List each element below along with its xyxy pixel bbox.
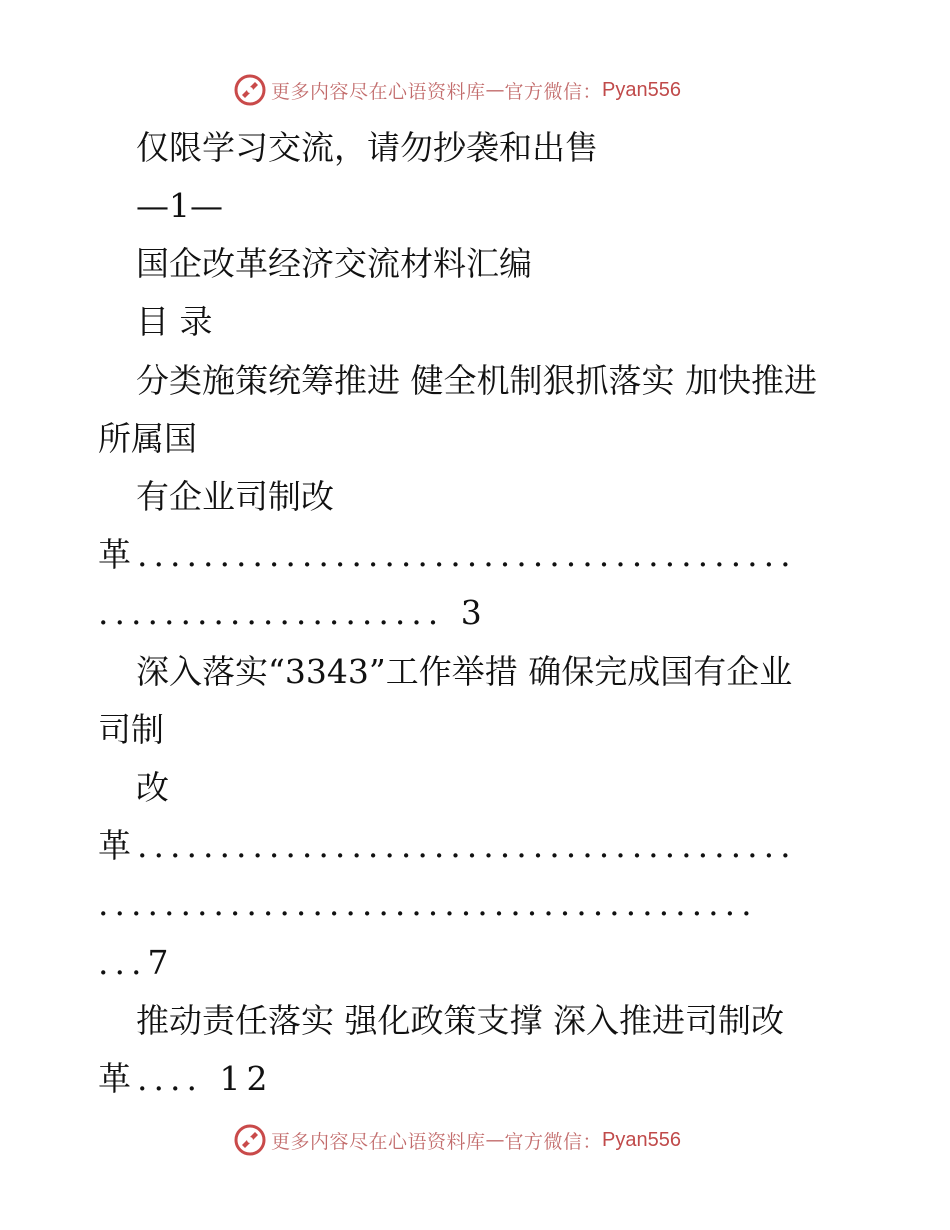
toc-entry-1-leader: 革........................................ [98, 535, 797, 574]
page-number-line: —1— [136, 186, 223, 225]
watermark-id: Pyan556 [602, 1128, 681, 1151]
toc-entry-2-line-1: 深入落实“3343”工作举措 确保完成国有企业 [136, 652, 793, 691]
toc-entry-1-line-3: 有企业司制改 [136, 477, 334, 516]
toc-entry-2-leader-1: 革........................................ [98, 826, 797, 865]
toc-entry-3-page: 革.... 12 [98, 1059, 274, 1098]
watermark-channel: 官方微信： [504, 80, 603, 103]
watermark-channel: 官方微信： [504, 1130, 603, 1153]
toc-entry-2-line-2: 司制 [98, 710, 164, 749]
header-watermark [233, 72, 681, 108]
seal-logo-icon [233, 1123, 267, 1157]
footer-watermark [233, 1122, 681, 1158]
watermark-id: Pyan556 [602, 78, 681, 101]
notice-line: 仅限学习交流，请勿抄袭和出售 [136, 128, 598, 167]
watermark-text: 更多内容尽在心语资料库 [271, 80, 486, 103]
toc-entry-2-line-3: 改 [136, 768, 169, 807]
watermark-text: 更多内容尽在心语资料库 [271, 1130, 486, 1153]
toc-entry-2-leader-2: ........................................ [98, 884, 758, 923]
toc-entry-1-page: ..................... 3 [98, 593, 488, 632]
watermark-separator: — [485, 1129, 505, 1151]
watermark-separator: — [485, 79, 505, 101]
toc-entry-1-line-1: 分类施策统筹推进 健全机制狠抓落实 加快推进 [136, 361, 817, 400]
toc-heading: 目 录 [136, 302, 213, 341]
toc-entry-3-line-1: 推动责任落实 强化政策支撑 深入推进司制改 [136, 1001, 784, 1040]
toc-entry-1-line-2: 所属国 [98, 419, 197, 458]
document-title: 国企改革经济交流材料汇编 [136, 244, 532, 283]
toc-entry-2-page: ...7 [98, 943, 175, 982]
seal-logo-icon [233, 73, 267, 107]
